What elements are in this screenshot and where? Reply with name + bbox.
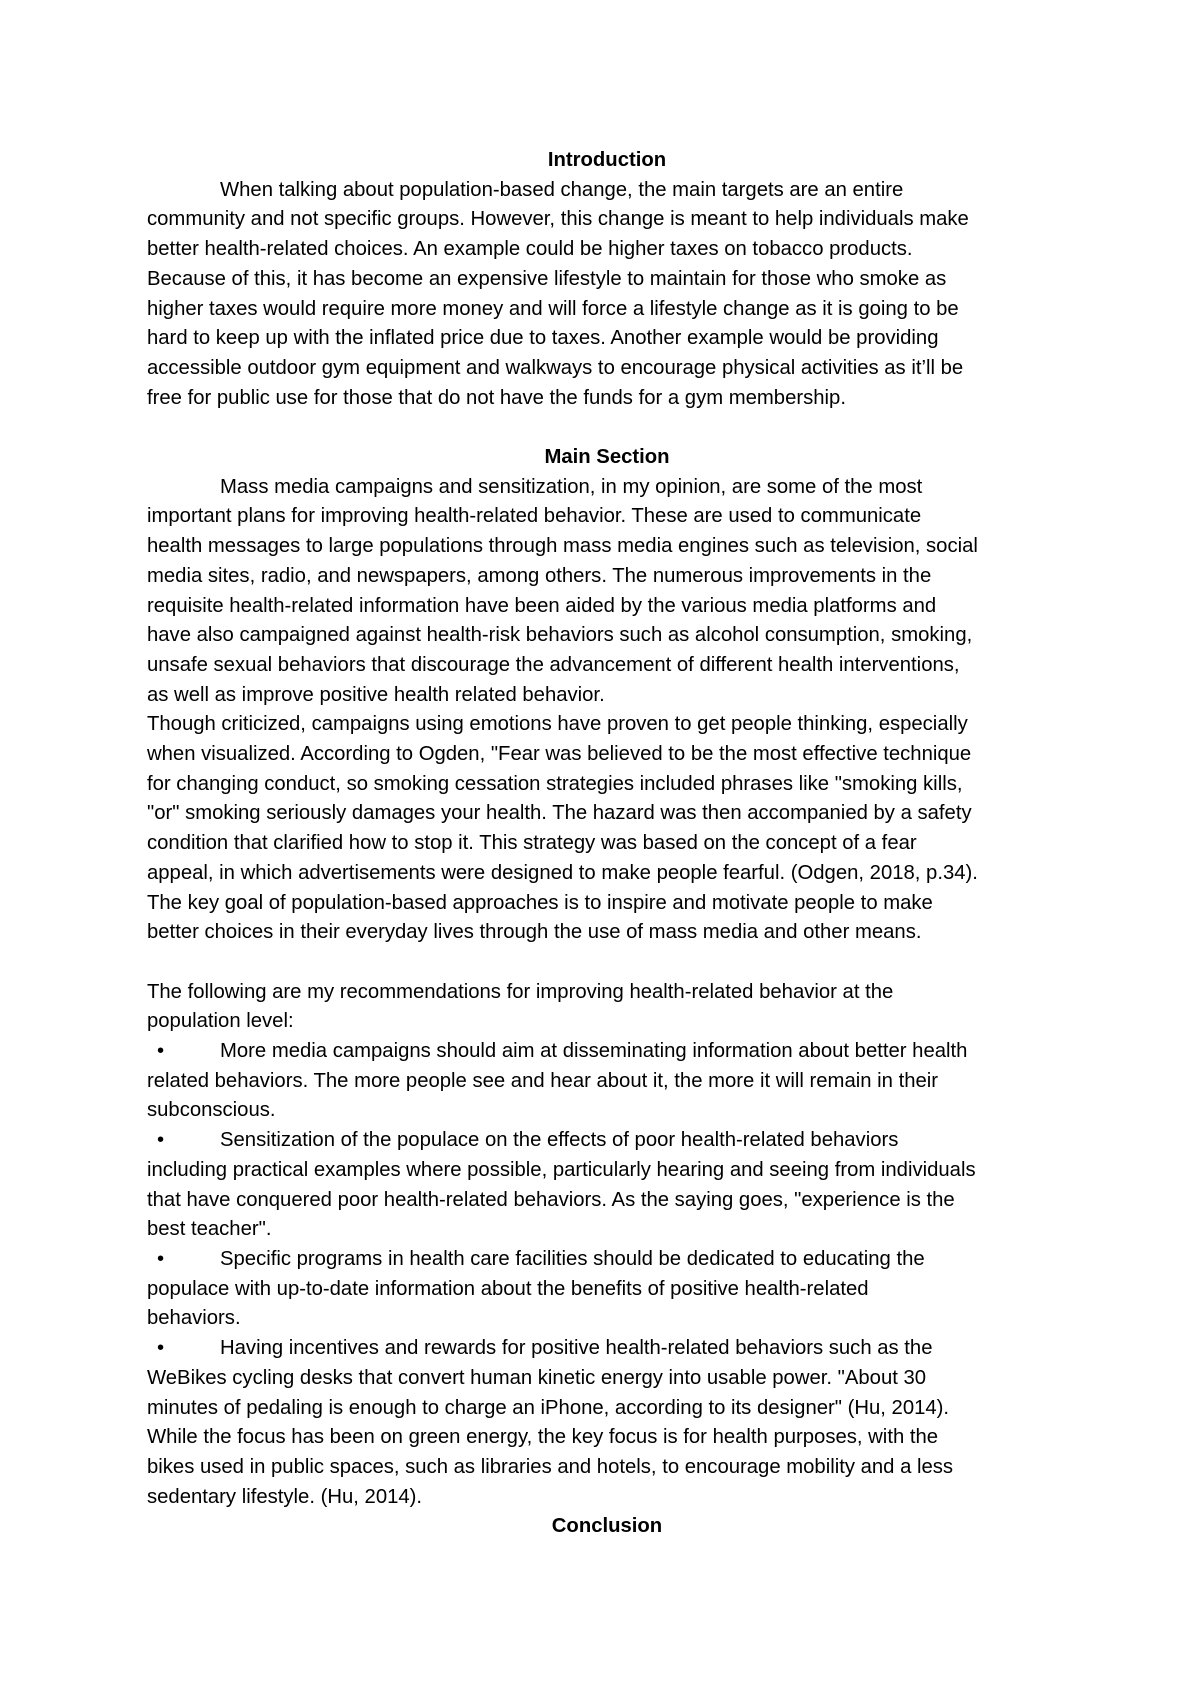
main-section-heading: Main Section [544, 446, 670, 469]
text-line [147, 1334, 1067, 1364]
text-line: While the focus has been on green energy, the key focus is for health purposes, with the [147, 1426, 939, 1449]
text-line: important plans for improving health-related behavior. These are used to communicate [147, 505, 922, 528]
text-line: subconscious. [147, 1099, 276, 1122]
text-line: including practical examples where possible, particularly hearing and seeing from individuals [147, 1158, 976, 1181]
text-line [147, 1245, 1067, 1275]
text-line: "or" smoking seriously damages your health. The hazard was then accompanied by a safety [147, 802, 972, 825]
text-line: When talking about population-based change, the main targets are an entire [220, 178, 904, 201]
main-paragraph-1 [147, 473, 1067, 711]
intro-paragraph [147, 176, 1067, 414]
list-item [147, 1245, 1067, 1334]
spacer [147, 948, 1067, 978]
text-line: media sites, radio, and newspapers, among others. The numerous improvements in the [147, 564, 932, 587]
list-item [147, 1037, 1067, 1126]
list-item [147, 1334, 1067, 1512]
text-line: unsafe sexual behaviors that discourage the advancement of different health interventions, [147, 653, 960, 676]
text-line: appeal, in which advertisements were designed to make people fearful. (Odgen, 2018, p.34). [147, 861, 978, 884]
text-line: bikes used in public spaces, such as libraries and hotels, to encourage mobility and a less [147, 1455, 954, 1478]
text-line: better choices in their everyday lives through the use of mass media and other means. [147, 921, 922, 944]
bullet-icon: • [157, 1040, 165, 1063]
text-line: sedentary lifestyle. (Hu, 2014). [147, 1485, 423, 1508]
text-line [147, 1126, 1067, 1156]
document-page [147, 146, 1067, 1542]
bullet-icon: • [157, 1129, 165, 1152]
bullet-icon: • [157, 1337, 165, 1360]
text-line: requisite health-related information have been aided by the various media platforms and [147, 594, 937, 617]
text-line: The following are my recommendations for improving health-related behavior at the [147, 980, 894, 1003]
text-line: health messages to large populations through mass media engines such as television, social [147, 535, 978, 558]
text-line: The key goal of population-based approaches is to inspire and motivate people to make [147, 891, 933, 914]
bullet-text: Sensitization of the populace on the effects of poor health-related behaviors [220, 1129, 899, 1152]
text-line: free for public use for those that do not have the funds for a gym membership. [147, 386, 846, 409]
text-line: community and not specific groups. However, this change is meant to help individuals make [147, 208, 969, 231]
text-line: WeBikes cycling desks that convert human kinetic energy into usable power. "About 30 [147, 1366, 927, 1389]
text-line: minutes of pedaling is enough to charge an iPhone, according to its designer" (Hu, 2014). [147, 1396, 950, 1419]
text-line: as well as improve positive health related behavior. [147, 683, 605, 706]
text-line: Because of this, it has become an expensive lifestyle to maintain for those who smoke as [147, 267, 947, 290]
text-line: condition that clarified how to stop it. This strategy was based on the concept of a fear [147, 832, 917, 855]
text-line: when visualized. According to Ogden, "Fear was believed to be the most effective technique [147, 743, 972, 766]
bullet-icon: • [157, 1247, 165, 1270]
spacer [147, 413, 1067, 443]
bullet-text: More media campaigns should aim at disseminating information about better health [220, 1040, 968, 1063]
text-line: behaviors. [147, 1307, 241, 1330]
text-line: Though criticized, campaigns using emotions have proven to get people thinking, especially [147, 713, 968, 736]
bullet-text: Having incentives and rewards for positive health-related behaviors such as the [220, 1337, 933, 1360]
text-line: that have conquered poor health-related behaviors. As the saying goes, "experience is the [147, 1188, 955, 1211]
list-item [147, 1126, 1067, 1245]
text-line: related behaviors. The more people see and hear about it, the more it will remain in their [147, 1069, 939, 1092]
conclusion-heading: Conclusion [551, 1515, 663, 1538]
text-line: have also campaigned against health-risk behaviors such as alcohol consumption, smoking, [147, 624, 973, 647]
text-line: populace with up-to-date information about the benefits of positive health-related [147, 1277, 869, 1300]
intro-heading: Introduction [547, 149, 667, 171]
main-paragraph-2 [147, 710, 1067, 948]
text-line: Mass media campaigns and sensitization, in my opinion, are some of the most [220, 475, 923, 498]
text-line: better health-related choices. An example could be higher taxes on tobacco products. [147, 238, 913, 261]
text-line: accessible outdoor gym equipment and walkways to encourage physical activities as it’ll be [147, 356, 964, 379]
text-line: population level: [147, 1010, 294, 1033]
text-line: for changing conduct, so smoking cessation strategies included phrases like "smoking kills, [147, 772, 963, 795]
text-line [147, 1037, 1067, 1067]
bullet-text: Specific programs in health care facilities should be dedicated to educating the [220, 1247, 925, 1270]
text-line: best teacher". [147, 1218, 272, 1241]
text-line: hard to keep up with the inflated price due to taxes. Another example would be providing [147, 327, 939, 350]
recommendations-intro [147, 978, 1067, 1037]
text-line: higher taxes would require more money and will force a lifestyle change as it is going to be [147, 297, 959, 320]
